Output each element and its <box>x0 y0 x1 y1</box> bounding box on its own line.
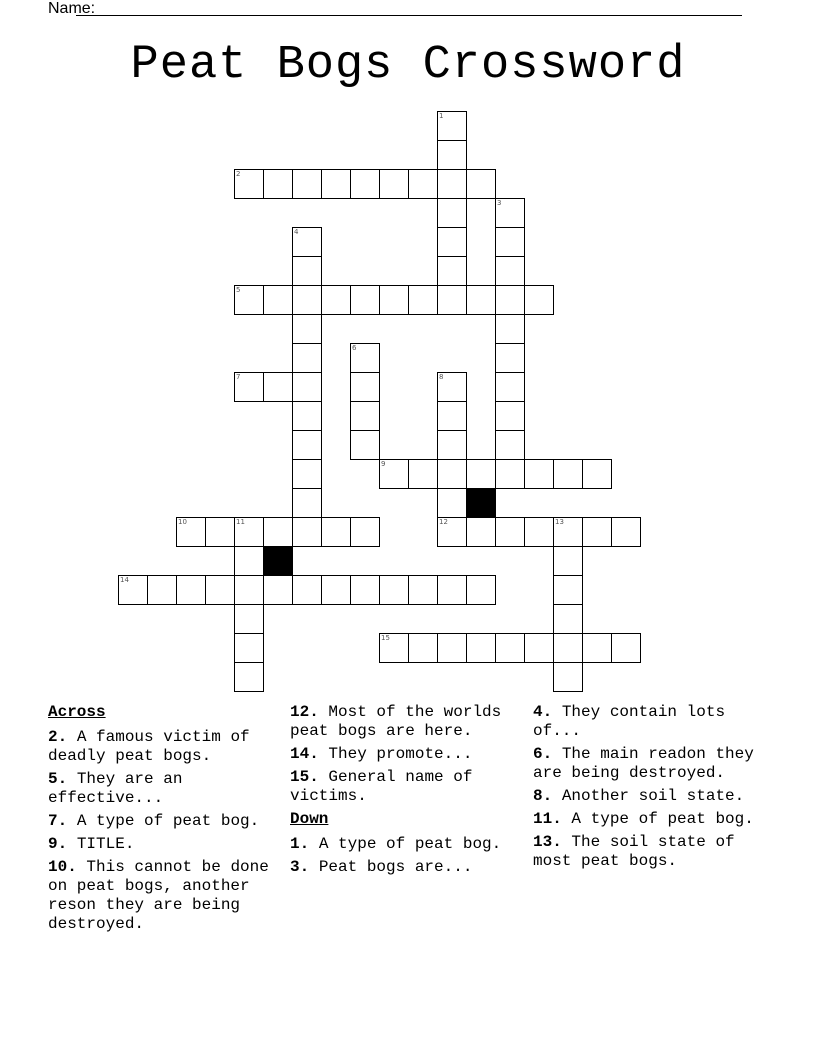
cell-number: 15 <box>381 634 390 642</box>
grid-cell[interactable] <box>321 285 351 315</box>
name-label: Name: <box>48 0 96 17</box>
grid-cell[interactable] <box>379 285 409 315</box>
cell-number: 1 <box>439 112 444 120</box>
grid-cell[interactable] <box>582 517 612 547</box>
grid-cell[interactable] <box>495 633 525 663</box>
grid-cell[interactable] <box>553 517 583 547</box>
grid-cell[interactable] <box>553 546 583 576</box>
grid-cell[interactable] <box>437 517 467 547</box>
grid-cell[interactable] <box>437 140 467 170</box>
grid-cell[interactable] <box>466 517 496 547</box>
grid-cell[interactable] <box>379 459 409 489</box>
grid-cell[interactable] <box>495 372 525 402</box>
grid-cell[interactable] <box>611 633 641 663</box>
grid-cell[interactable] <box>495 314 525 344</box>
grid-cell[interactable] <box>553 459 583 489</box>
grid-cell[interactable] <box>292 401 322 431</box>
clue-across-10: 10. This cannot be done on peat bogs, another reson they are being destroyed. <box>48 858 269 933</box>
grid-cell[interactable] <box>611 517 641 547</box>
grid-cell[interactable] <box>408 459 438 489</box>
grid-cell[interactable] <box>292 517 322 547</box>
grid-cell[interactable] <box>408 633 438 663</box>
grid-cell[interactable] <box>437 488 467 518</box>
grid-cell[interactable] <box>350 430 380 460</box>
clue-across-14: 14. They promote... <box>290 745 473 763</box>
grid-cell[interactable] <box>292 285 322 315</box>
grid-cell[interactable] <box>176 517 206 547</box>
grid-cell[interactable] <box>437 227 467 257</box>
grid-cell[interactable] <box>495 198 525 228</box>
grid-cell[interactable] <box>524 633 554 663</box>
grid-cell[interactable] <box>234 575 264 605</box>
grid-cell[interactable] <box>234 604 264 634</box>
grid-cell[interactable] <box>582 633 612 663</box>
clue-column-3 <box>533 703 773 875</box>
clue-across-15: 15. General name of victims. <box>290 768 473 805</box>
grid-cell[interactable] <box>379 169 409 199</box>
grid-cell[interactable] <box>466 575 496 605</box>
grid-cell[interactable] <box>205 517 235 547</box>
grid-cell[interactable] <box>263 517 293 547</box>
cell-number: 10 <box>178 518 187 526</box>
grid-cell[interactable] <box>263 372 293 402</box>
grid-cell[interactable] <box>495 256 525 286</box>
grid-cell[interactable] <box>379 575 409 605</box>
grid-cell[interactable] <box>553 575 583 605</box>
grid-cell[interactable] <box>292 256 322 286</box>
grid-cell[interactable] <box>321 169 351 199</box>
grid-cell[interactable] <box>466 169 496 199</box>
grid-cell[interactable] <box>234 662 264 692</box>
clue-down-8: 8. Another soil state. <box>533 787 745 805</box>
grid-cell[interactable] <box>321 575 351 605</box>
grid-cell[interactable] <box>437 575 467 605</box>
grid-cell[interactable] <box>292 169 322 199</box>
clue-across-7: 7. A type of peat bog. <box>48 812 260 830</box>
grid-cell[interactable] <box>234 546 264 576</box>
cell-number: 7 <box>236 373 241 381</box>
grid-cell[interactable] <box>495 459 525 489</box>
clue-column-1 <box>48 703 288 938</box>
cell-number: 2 <box>236 170 241 178</box>
grid-cell[interactable] <box>292 343 322 373</box>
grid-cell[interactable] <box>321 517 351 547</box>
grid-cell[interactable] <box>437 169 467 199</box>
grid-cell[interactable] <box>292 459 322 489</box>
grid-cell[interactable] <box>350 285 380 315</box>
grid-cell[interactable] <box>437 111 467 141</box>
grid-cell[interactable] <box>408 169 438 199</box>
cell-number: 3 <box>497 199 502 207</box>
grid-cell[interactable] <box>292 575 322 605</box>
cell-number: 11 <box>236 518 245 526</box>
grid-cell[interactable] <box>292 488 322 518</box>
clue-across-2: 2. A famous victim of deadly peat bogs. <box>48 728 250 765</box>
grid-cell[interactable] <box>553 633 583 663</box>
clue-down-11: 11. A type of peat bog. <box>533 810 754 828</box>
grid-cell[interactable] <box>292 372 322 402</box>
grid-cell[interactable] <box>350 169 380 199</box>
grid-cell[interactable] <box>350 343 380 373</box>
grid-cell[interactable] <box>437 285 467 315</box>
grid-cell[interactable] <box>408 285 438 315</box>
grid-cell[interactable] <box>553 604 583 634</box>
grid-cell[interactable] <box>408 575 438 605</box>
clue-down-13: 13. The soil state of most peat bogs. <box>533 833 735 870</box>
grid-cell[interactable] <box>350 575 380 605</box>
grid-cell[interactable] <box>582 459 612 489</box>
clue-down-6: 6. The main readon they are being destroyed. <box>533 745 754 782</box>
grid-cell[interactable] <box>205 575 235 605</box>
grid-cell[interactable] <box>437 633 467 663</box>
cell-number: 5 <box>236 286 241 294</box>
grid-cell[interactable] <box>553 662 583 692</box>
grid-cell[interactable] <box>495 430 525 460</box>
grid-cell[interactable] <box>524 285 554 315</box>
grid-cell[interactable] <box>147 575 177 605</box>
grid-cell[interactable] <box>292 314 322 344</box>
grid-block <box>263 546 293 576</box>
grid-cell[interactable] <box>466 285 496 315</box>
cell-number: 9 <box>381 460 386 468</box>
grid-cell[interactable] <box>437 430 467 460</box>
grid-cell[interactable] <box>234 633 264 663</box>
grid-cell[interactable] <box>292 430 322 460</box>
grid-cell[interactable] <box>524 517 554 547</box>
clue-column-2 <box>290 703 530 881</box>
clue-across-5: 5. They are an effective... <box>48 770 183 807</box>
grid-cell[interactable] <box>495 285 525 315</box>
grid-block <box>466 488 496 518</box>
grid-cell[interactable] <box>495 517 525 547</box>
grid-cell[interactable] <box>524 459 554 489</box>
grid-cell[interactable] <box>379 633 409 663</box>
cell-number: 12 <box>439 518 448 526</box>
grid-cell[interactable] <box>466 459 496 489</box>
clue-down-1: 1. A type of peat bog. <box>290 835 502 853</box>
clue-down-4: 4. They contain lots of... <box>533 703 726 740</box>
cell-number: 6 <box>352 344 357 352</box>
grid-cell[interactable] <box>437 372 467 402</box>
grid-cell[interactable] <box>437 256 467 286</box>
clue-across-12: 12. Most of the worlds peat bogs are here. <box>290 703 502 740</box>
across-heading: Across <box>48 703 106 721</box>
clue-across-9: 9. TITLE. <box>48 835 135 853</box>
grid-cell[interactable] <box>350 517 380 547</box>
grid-cell[interactable] <box>234 285 264 315</box>
down-heading: Down <box>290 810 329 828</box>
grid-cell[interactable] <box>292 227 322 257</box>
grid-cell[interactable] <box>263 575 293 605</box>
grid-cell[interactable] <box>350 401 380 431</box>
grid-cell[interactable] <box>437 198 467 228</box>
grid-cell[interactable] <box>495 227 525 257</box>
grid-cell[interactable] <box>176 575 206 605</box>
grid-cell[interactable] <box>234 372 264 402</box>
page-title: Peat Bogs Crossword <box>130 39 686 92</box>
cell-number: 13 <box>555 518 564 526</box>
cell-number: 14 <box>120 576 129 584</box>
grid-cell[interactable] <box>495 401 525 431</box>
grid-cell[interactable] <box>495 343 525 373</box>
grid-cell[interactable] <box>350 372 380 402</box>
grid-cell[interactable] <box>234 169 264 199</box>
cell-number: 4 <box>294 228 299 236</box>
clue-down-3: 3. Peat bogs are... <box>290 858 473 876</box>
grid-cell[interactable] <box>263 169 293 199</box>
cell-number: 8 <box>439 373 444 381</box>
grid-cell[interactable] <box>118 575 148 605</box>
grid-cell[interactable] <box>234 517 264 547</box>
grid-cell[interactable] <box>263 285 293 315</box>
grid-cell[interactable] <box>437 401 467 431</box>
grid-cell[interactable] <box>437 459 467 489</box>
grid-cell[interactable] <box>466 633 496 663</box>
